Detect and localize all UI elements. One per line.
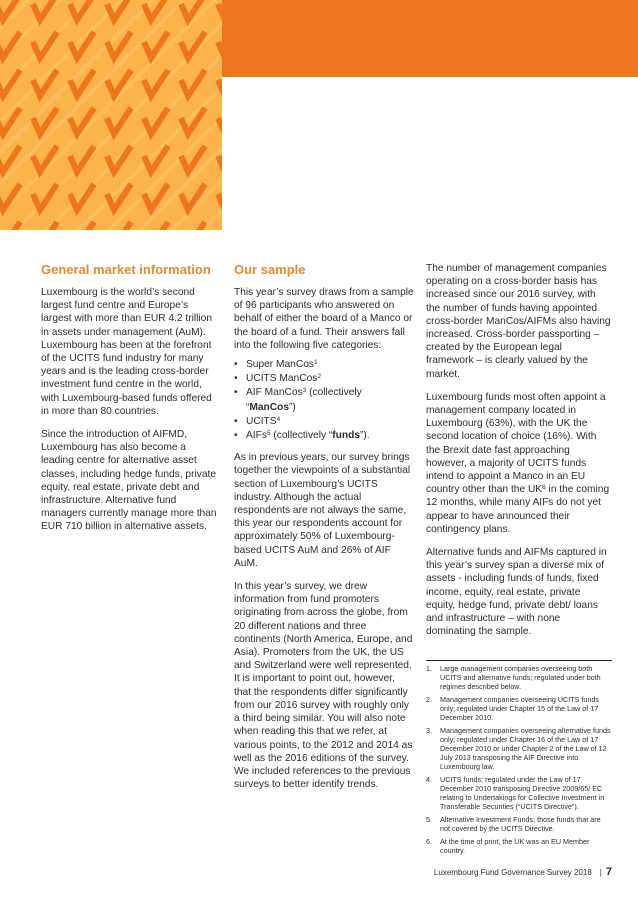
section-heading-our-sample: Our sample [234,262,306,277]
column-general-market [41,262,219,544]
checkmark-icon [70,0,94,20]
checkmark-icon [70,32,94,58]
footnote-item: 1. Large management companies overseeing both UCITS and alternative funds; regulated under both regimes described below. [426,664,601,691]
checkmark-icon [218,146,222,172]
header-banner [222,0,638,77]
list-item: • Super ManCos$^1$ [234,358,414,372]
list-item: • UCITS ManCos$^2$ [234,372,414,386]
decorative-checkmark-pattern [0,0,222,230]
checkmark-icon [107,184,131,210]
page-number: 7 [605,866,612,878]
checkmark-icon [33,184,57,210]
list-item: • UCITS$^4$ [234,415,414,429]
checkmark-icon [181,0,205,20]
list-item: • AIF ManCos$^3$ (collectively “ManCos”) [234,386,414,414]
checkmark-icon [107,70,131,96]
checkmark-icon [181,70,205,96]
checkmark-icon [70,146,94,172]
paragraph: Alternative funds and AIFMs captured in this year’s survey span a diverse mix of assets - including funds of funds, fixed income, equity, real estate, private equity, hedge fund, private debt/ loans and infrastructure – with none dominating the sample. [426,547,607,638]
footnote-item: 4. UCITS funds; regulated under the Law of 17 December 2010 transposing Directive 2009/65/ EC relating to Undertakings for Collective Investment in Transferable Securities (“UCITS Directive”). [426,775,605,811]
checkmark-icon [0,0,20,20]
footnote-item: 5. Alternative Investment Funds; those funds that are not covered by the UCITS Directive. [426,815,601,833]
footer-separator: | [599,868,602,877]
checkmark-icon [218,222,222,230]
column-continued [426,262,612,648]
checkmark-icon [181,222,205,230]
checkmark-icon [107,32,131,58]
checkmark-icon [0,70,20,96]
checkmark-icon [33,108,57,134]
footnote-item: 6. At the time of print, the UK was an EU Member country. [426,837,590,855]
checkmark-icon [70,222,94,230]
checkmark-icon [181,32,205,58]
checkmark-icon [33,146,57,172]
paragraph: In this year’s survey, we drew information from fund promoters originating from across the globe, from 20 different nations and three continents (North America, Europe, and Asia). Promoters from the UK, the US and Switzerland were well represented. It is important to point out, however, that the respondents differ significantly from our 2016 survey with roughly only a third being similar. You will also note when reading this that we refer, at various points, to the 2012 and 2014 as well as the 2016 editions of the survey. We included references to the previous surveys to better identify trends. [234,581,413,791]
checkmark-icon [218,108,222,134]
checkmark-icon [0,184,20,210]
checkmark-icon [70,108,94,134]
footnote-divider [426,660,612,661]
footnote-item: 2. Management companies overseeing UCITS funds only; regulated under Chapter 15 of the Law of 17 December 2010. [426,695,600,722]
paragraph: This year’s survey draws from a sample of 96 participants who answered on behalf of either the board of a Manco or the board of a fund. Their answers fall into the following five categories: [234,287,414,351]
checkmark-icon [33,0,57,20]
checkmark-icon [107,146,131,172]
checkmark-icon [144,0,168,20]
publication-title: Luxembourg Fund Governance Survey 2018 [433,868,592,877]
checkmark-icon [144,108,168,134]
checkmark-icon [70,70,94,96]
checkmark-icon [0,222,20,230]
checkmark-icon [181,108,205,134]
checkmark-icon [218,184,222,210]
checkmark-icon [33,222,57,230]
paragraph: Luxembourg funds most often appoint a management company located in Luxembourg (63%), with the UK the second location of choice (16%). With the Brexit date fast approaching however, a majority of UCITS funds intend to appoint a Manco in an EU country other than the $UK^6$ in the coming 12 months, while many AIFs do not yet appear to have announced their contingency plans. [426,391,610,535]
paragraph: As in previous years, our survey brings together the viewpoints of a substantial section of Luxembourg’s UCITS industry. Although the actual respondents are not always the same, this year our respondents account for approximately 50% of Luxembourg-based UCITS AuM and 26% of AIF AuM. [234,452,411,569]
checkmark-icon [181,184,205,210]
footnote-item: 3. Management companies overseeing alternative funds only; regulated under Chapter 16 of the Law of 17 December 2010 or under Chapter 2 of the Law of 12 July 2013 transposing the AIF Directive into Luxembourg law. [426,726,611,771]
checkmark-icon [70,184,94,210]
paragraph: The number of management companies operating on a cross-border basis has increased since our 2016 survey, with the number of funds having appointed cross-border ManCos/AIFMs also having increased. Cross-border passporting – created by the European legal framework – is clearly valued by the market. [426,263,611,380]
section-heading-general-market: General market information [41,262,211,277]
checkmark-icon [107,222,131,230]
checkmark-icon [33,70,57,96]
checkmark-icon [144,146,168,172]
checkmark-icon [107,108,131,134]
column-our-sample [234,262,414,801]
checkmark-icon [107,0,131,20]
checkmark-icon [33,32,57,58]
checkmark-icon [144,32,168,58]
checkmark-icon [144,184,168,210]
paragraph: Since the introduction of AIFMD, Luxembourg has also become a leading centre for alternative asset classes, including hedge funds, private equity, real estate, private debt and infrastructure. Alternative fund managers currently manage more than EUR 710 billion in alternative assets. [41,429,217,533]
list-item: • AIFs$^5$ (collectively “funds”). [234,429,414,443]
checkmark-icon [0,146,20,172]
checkmark-icon [0,32,20,58]
paragraph: Luxembourg is the world’s second largest fund centre and Europe’s largest with more than EUR 4.2 trillion in assets under management (AuM). Luxembourg has been at the forefront of the UCITS fund industry for many years and is the leading cross-border investment fund centre in the world, with Luxembourg-based funds offered in more than 80 countries. [41,287,212,417]
footnotes [426,664,612,859]
checkmark-icon [0,108,20,134]
checkmark-icon [181,146,205,172]
category-list [234,358,414,443]
checkmark-pattern-graphic [0,0,222,230]
checkmark-icon [144,70,168,96]
checkmark-icon [144,222,168,230]
page-footer [434,866,612,879]
